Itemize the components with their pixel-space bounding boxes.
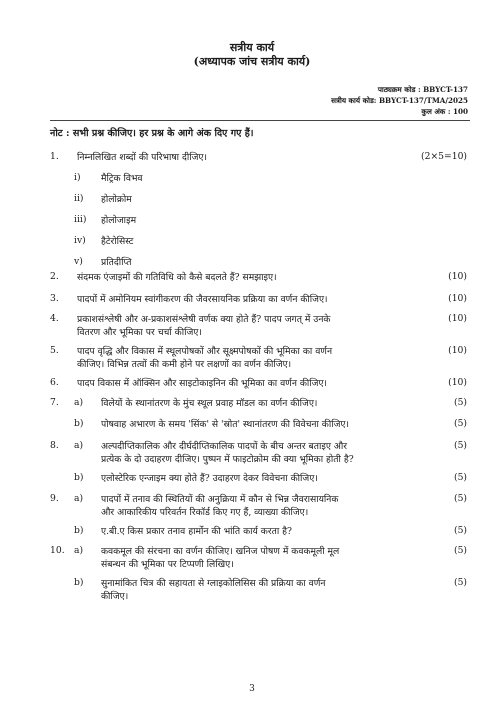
question-number: 7. (50, 397, 59, 408)
course-code: पाठ्यक्रम कोड : BBYCT-137 (377, 85, 468, 94)
sub-question-marks: (5) (453, 472, 467, 483)
question-marks: (2×5=10) (421, 151, 467, 162)
sub-item-number: i) (74, 172, 81, 183)
question-number: 9. (50, 493, 59, 504)
sub-question-text: एलोस्टेरिक एन्जाइम क्या होते हैं? उदाहरण देकर विवेचना कीजिए। (101, 473, 318, 484)
question-number: 2. (50, 271, 59, 282)
sub-question-marks: (5) (453, 418, 467, 429)
question-marks: (10) (448, 313, 467, 324)
sub-question-label: b) (74, 525, 84, 536)
question-text: पादप विकास में ऑक्सिन और साइटोकाइनिन की भूमिका का वर्णन कीजिए। (77, 378, 328, 389)
sub-item-text: मैट्रिक विभव (101, 173, 143, 184)
sub-question-text-line1: कवकमूल की संरचना का वर्णन कीजिए। खनिज पोषण में कवकमूली मूल (101, 546, 340, 557)
sub-question-label: b) (74, 418, 84, 429)
question-number: 10. (50, 545, 65, 556)
sub-question-text-line2: संबन्धन की भूमिका पर टिप्पणी लिखिए। (101, 559, 234, 570)
sub-item-number: iv) (74, 235, 86, 246)
sub-question-text: ए.बी.ए किस प्रकार तनाव हार्मोन की भांति कार्य करता है? (101, 526, 292, 537)
question-text-line1: पादप वृद्धि और विकास में स्थूलपोषकों और सूक्ष्मपोषकों की भूमिका का वर्णन (77, 346, 333, 357)
sub-question-label: a) (74, 545, 84, 556)
page-title: सत्रीय कार्य (229, 41, 275, 54)
sub-question-text-line1: सुनामांकित चित्र की सहायता से ग्लाइकोलिसिस की प्रक्रिया का वर्णन (101, 578, 326, 589)
sub-question-text-line1: अल्पदीप्तिकालिक और दीर्घदीप्तिकालिक पादपों के बीच अन्तर बताइए और (101, 441, 348, 452)
question-number: 4. (50, 313, 59, 324)
question-text: निम्नलिखित शब्दों की परिभाषा दीजिए। (77, 152, 207, 163)
instruction-note: नोट : सभी प्रश्न कीजिए। हर प्रश्न के आगे अंक दिए गए हैं। (50, 128, 254, 139)
total-marks: कुल अंक : 100 (421, 107, 468, 116)
assignment-code: सत्रीय कार्य कोड: BBYCT-137/TMA/2025 (331, 96, 468, 105)
sub-question-text-line1: पादपों में तनाव की स्थितियों की अनुक्रिया में कौन से भिन्न जैवरासायनिक (101, 494, 339, 505)
sub-question-marks: (5) (453, 397, 467, 408)
question-marks: (10) (448, 345, 467, 356)
sub-question-marks: (5) (453, 525, 467, 536)
question-number: 8. (50, 440, 59, 451)
sub-item-text: हैटेरोसिस्ट (101, 236, 134, 247)
sub-item-number: iii) (74, 214, 87, 225)
sub-item-text: प्रतिदीप्ति (101, 257, 132, 268)
sub-question-text: विलेयों के स्थानांतरण के मुंच स्थूल प्रवाह मॉडल का वर्णन कीजिए। (101, 398, 318, 409)
question-marks: (10) (448, 293, 467, 304)
sub-question-text-line2: कीजिए। (101, 591, 129, 602)
page-number: 3 (249, 684, 255, 694)
sub-question-marks: (5) (453, 493, 467, 504)
sub-item-text: होलोजाइम (101, 215, 137, 226)
question-text: संदमक एंजाइमों की गतिविधि को कैसे बदलते हैं? समझाइए। (77, 272, 277, 283)
question-number: 3. (50, 293, 59, 304)
sub-question-marks: (5) (453, 545, 467, 556)
sub-item-number: ii) (74, 193, 84, 204)
question-text-line2: वितरण और भूमिका पर चर्चा कीजिए। (77, 327, 202, 338)
sub-question-marks: (5) (453, 440, 467, 451)
question-text-line1: प्रकाशसंश्लेषी और अ-प्रकाशसंश्लेषी वर्णक क्या होते हैं? पादप जगत् में उनके (77, 314, 331, 325)
sub-question-text: पोषवाह अभारण के समय 'सिंक' से 'स्रोत' स्थानांतरण की विवेचना कीजिए। (101, 419, 349, 430)
question-number: 1. (50, 151, 59, 162)
sub-question-label: a) (74, 440, 84, 451)
sub-question-text-line2: और आकारिकीय परिवर्तन रिकॉर्ड किए गए हैं, व्याख्या कीजिए। (101, 507, 309, 518)
sub-question-label: a) (74, 397, 84, 408)
sub-item-text: होलोक्रोम (101, 194, 132, 205)
question-text-line2: कीजिए। विभिन्न तत्वों की कमी होने पर लक्षणों का वर्णन कीजिए। (77, 359, 292, 370)
sub-question-text-line2: प्रत्येक के दो उदाहरण दीजिए। पुष्पन में फाइटोक्रोम की क्या भूमिका होती है? (101, 454, 354, 465)
sub-question-label: b) (74, 472, 84, 483)
question-marks: (10) (448, 271, 467, 282)
question-marks: (10) (448, 377, 467, 388)
question-number: 5. (50, 345, 59, 356)
sub-question-label: b) (74, 577, 84, 588)
question-number: 6. (50, 377, 59, 388)
sub-question-label: a) (74, 493, 84, 504)
page-subtitle: (अध्यापक जांच सत्रीय कार्य) (193, 55, 311, 68)
question-text: पादपों में अमोनियम स्वांगीकरण की जैवरसायनिक प्रक्रिया का वर्णन कीजिए। (77, 294, 328, 305)
sub-question-marks: (5) (453, 577, 467, 588)
divider (50, 120, 470, 121)
sub-item-number: v) (74, 256, 83, 267)
